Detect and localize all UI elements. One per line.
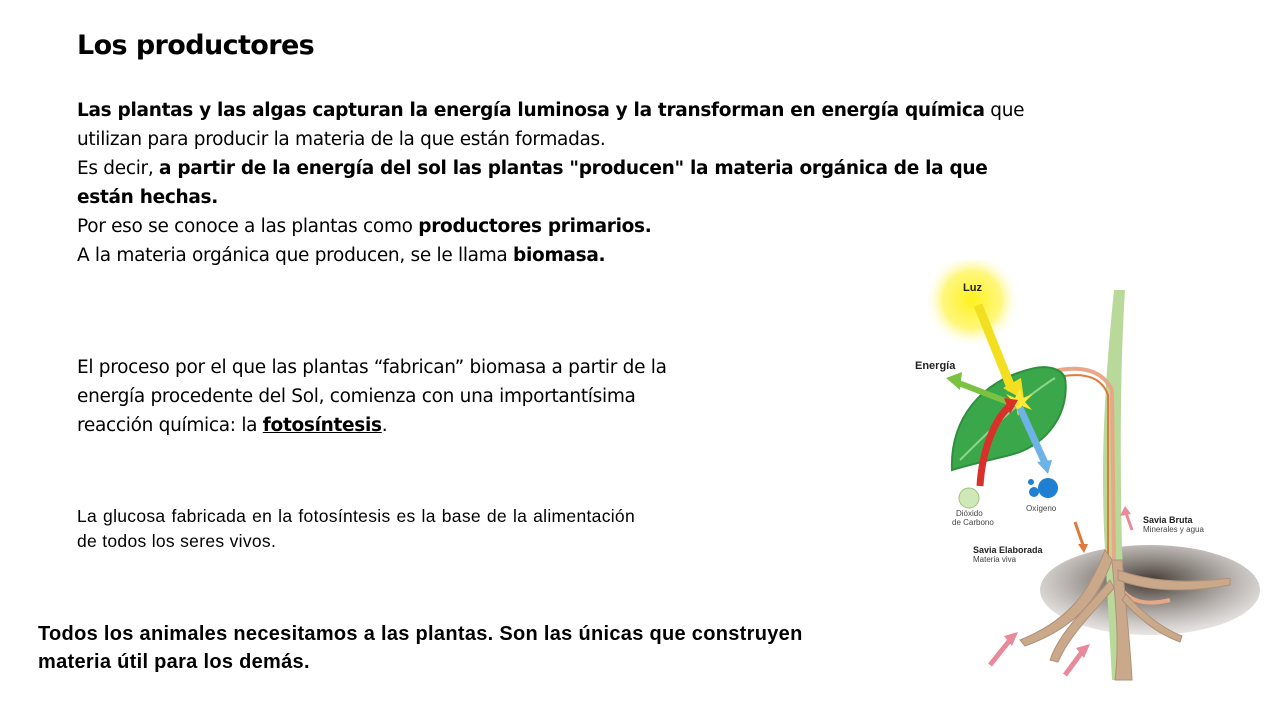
dioxido-label-1: Dióxido (956, 509, 983, 518)
savia-bruta-sublabel: Minerales y agua (1143, 525, 1204, 534)
intro-bold-3: productores primarios. (418, 216, 652, 237)
intro-pre-3: Por eso se conoce a las plantas como (77, 216, 419, 237)
process-body: El proceso por el que las plantas “fabrican” biomasa a partir de la energía procedente del Sol, comienza con una importantísima reacción química: la (77, 357, 667, 436)
intro-text (77, 96, 1037, 270)
plant-illustration (900, 260, 1260, 690)
process-text (77, 353, 707, 440)
page-title: Los productores (77, 30, 315, 61)
oxigeno-label: Oxígeno (1026, 504, 1057, 513)
fotosintesis-link[interactable]: fotosíntesis (262, 415, 382, 436)
dioxido-label-2: de Carbono (952, 518, 994, 527)
intro-rest-1: que utilizan para producir la materia de la que están formadas. (77, 100, 1025, 150)
intro-pre-2: Es decir, (77, 158, 160, 179)
savia-elaborada-arrow (1075, 522, 1083, 545)
intro-paragraph-2 (77, 154, 1037, 212)
intro-paragraph-1 (77, 96, 1037, 154)
photosynthesis-diagram (900, 260, 1260, 690)
co2-bubble-icon (959, 488, 979, 508)
intro-paragraph-3 (77, 212, 1037, 241)
intro-bold-2: a partir de la energía del sol las plantas "producen" la materia orgánica de la que están hechas. (77, 158, 988, 208)
savia-bruta-label: Savia Bruta (1143, 515, 1193, 525)
savia-bruta-arrow (1126, 513, 1132, 530)
process-end: . (381, 415, 388, 436)
luz-label: Luz (963, 282, 982, 294)
oxygen-bubbles-icon (1028, 478, 1058, 498)
savia-elaborada-sublabel: Materia viva (973, 555, 1017, 564)
intro-pre-4: A la materia orgánica que producen, se le llama (77, 245, 514, 266)
intro-bold-1: Las plantas y las algas capturan la energía luminosa y la transforman en energía química (77, 100, 985, 121)
intro-bold-4: biomasa. (513, 245, 606, 266)
sun-icon (924, 260, 1020, 348)
footer-statement: Todos los animales necesitamos a las plantas. Son las únicas que construyen materia útil para los demás. (38, 623, 803, 673)
intro-paragraph-4 (77, 241, 1037, 270)
glucose-text: La glucosa fabricada en la fotosíntesis es la base de la alimentación de todos los seres vivos. (77, 506, 635, 551)
savia-elaborada-label: Savia Elaborada (973, 545, 1043, 555)
energia-label: Energía (915, 360, 956, 372)
